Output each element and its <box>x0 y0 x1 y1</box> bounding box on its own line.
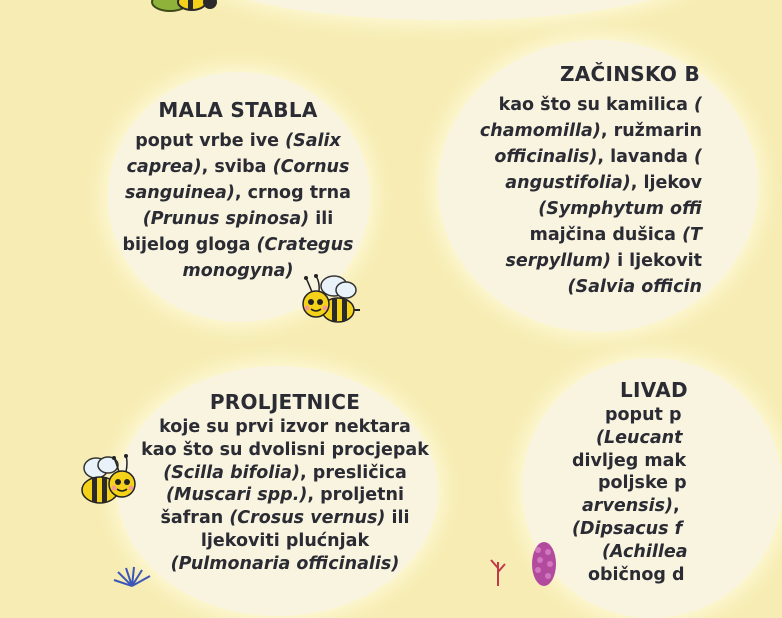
section-zacinsko <box>462 62 702 300</box>
red-plant-icon <box>488 556 508 586</box>
section-proljetnice <box>140 390 430 576</box>
section-text: poput p (Leucant divljeg mak poljske p arvensis), (Dipsacus f (Achillea običnog d <box>572 405 688 585</box>
blue-flower-icon <box>108 566 156 586</box>
purple-flower-icon <box>526 540 562 586</box>
section-text: kao što su kamilica ( chamomilla), ružmarin officinalis), lavanda ( angustifolia), ljekov (Symphytum offi majčina dušica (T serpyllum) i ljekovit (Salvia officin <box>479 95 702 297</box>
bee-icon <box>294 272 362 330</box>
section-text: poput vrbe ive (Salix caprea), sviba (Cornus sanguinea), crnog trna (Prunus spinosa) ili bijelog gloga (Crategus monogyna) <box>122 131 354 281</box>
section-title: ZAČINSKO B <box>559 62 700 86</box>
bubble-top <box>210 0 690 20</box>
flying-insect-icon <box>140 0 230 20</box>
section-title: PROLJETNICE <box>209 390 361 414</box>
section-title: MALA STABLA <box>158 98 318 122</box>
section-title: LIVAD <box>620 378 688 402</box>
section-livad <box>560 378 700 586</box>
bee-icon <box>74 452 140 510</box>
section-mala-stabla <box>118 98 358 284</box>
section-text: koje su prvi izvor nektara kao što su dvolisni procjepak (Scilla bifolia), presličica (Muscari spp.), proljetni šafran (Crosus vernus) ili ljekoviti plućnjak (Pulmonaria officinalis) <box>141 417 429 574</box>
